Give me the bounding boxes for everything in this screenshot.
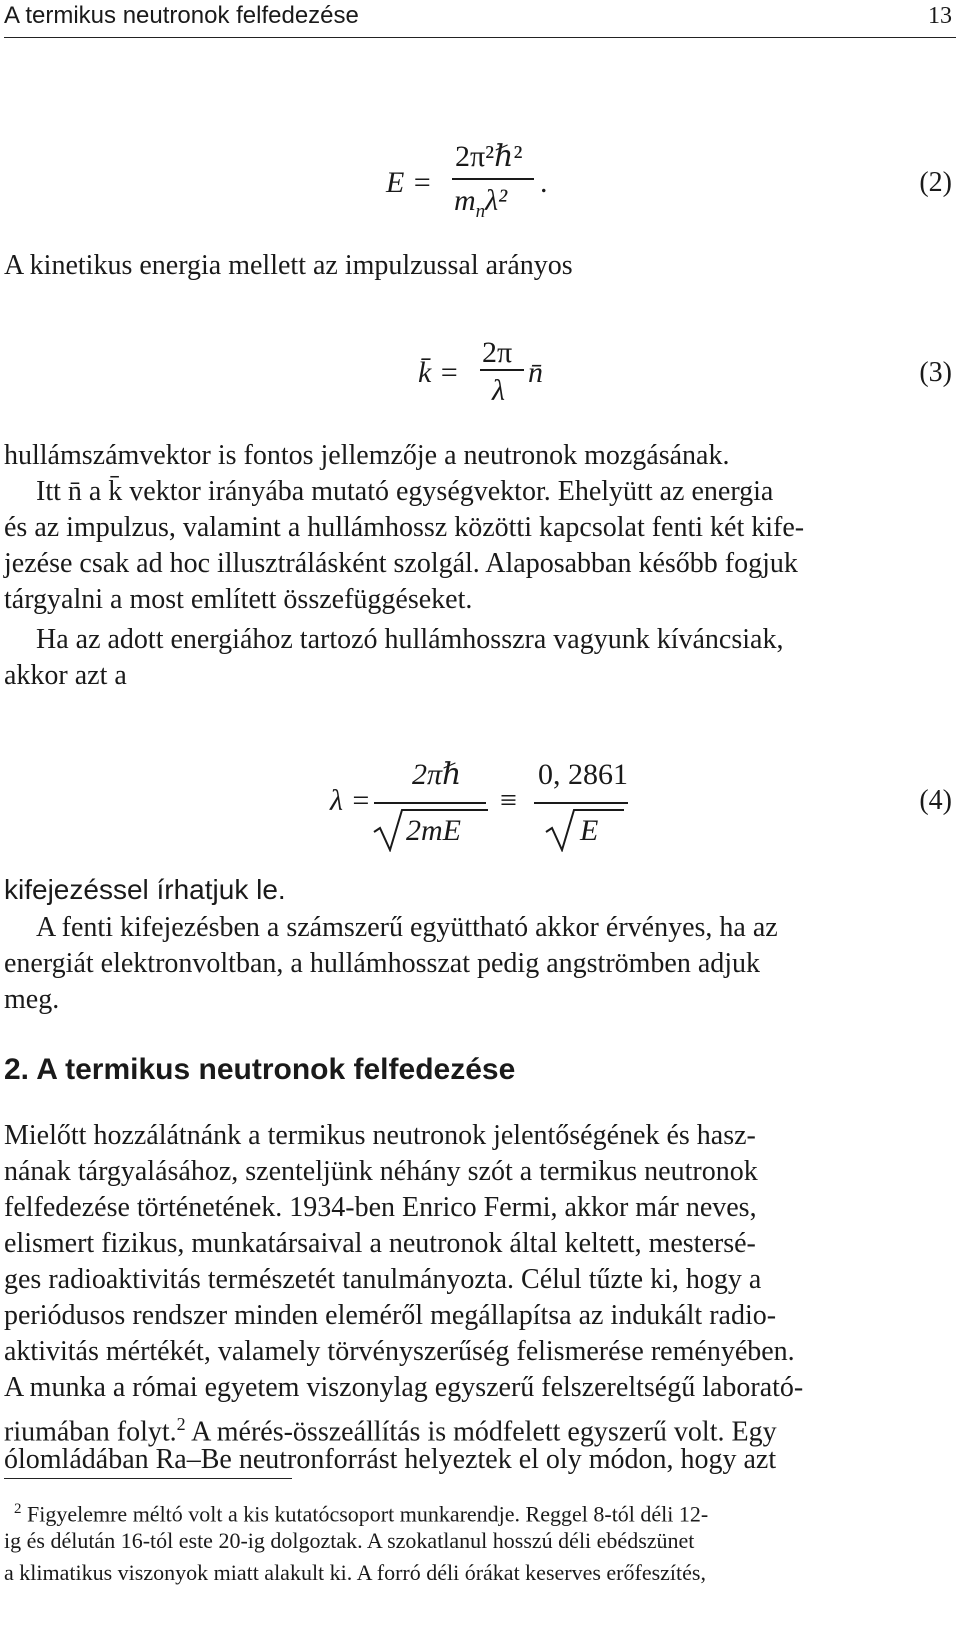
- eq4-num1: 2πℏ: [412, 758, 462, 791]
- paragraph-line: Mielőtt hozzálátnánk a termikus neutronok jelentőségének és hasz-: [4, 1120, 756, 1151]
- eq4-number: (4): [919, 785, 952, 816]
- eq3-number: (3): [919, 357, 952, 388]
- eq4-lhs: λ =: [330, 784, 371, 817]
- paragraph-line: elismert fizikus, munkatársaival a neutronok által keltett, mestersé-: [4, 1228, 756, 1259]
- eq3-numerator: 2π: [482, 336, 513, 369]
- equation-2: [0, 140, 960, 230]
- paragraph-line: felfedezése történetének. 1934-ben Enrico Fermi, akkor már neves,: [4, 1192, 757, 1223]
- eq2-tail: .: [540, 166, 548, 199]
- eq2-fraction-line: [452, 178, 534, 180]
- paragraph-line: tárgyalni a most említett összefüggéseket.: [4, 584, 473, 615]
- paragraph-line: hullámszámvektor is fontos jellemzője a neutronok mozgásának.: [4, 440, 730, 471]
- footnote-marker: 2: [14, 1501, 22, 1517]
- eq2-den-rest: λ²: [485, 184, 508, 217]
- footnote-line: a klimatikus viszonyok miatt alakult ki. A forró déli órákat keserves erőfeszítés,: [4, 1560, 706, 1585]
- header-rule: [4, 37, 956, 38]
- eq4-equiv: ≡: [500, 784, 517, 817]
- paragraph-line: ólomládában Ra–Be neutronforrást helyeztek el oly módon, hogy azt: [4, 1444, 777, 1475]
- eq3-fraction-line: [480, 369, 524, 371]
- paragraph-line: nának tárgyalásához, szenteljünk néhány szót a termikus neutronok: [4, 1156, 758, 1187]
- paragraph-line: akkor azt a: [4, 660, 127, 691]
- paragraph-line: A munka a római egyetem viszonylag egyszerű felszereltségű laborató-: [4, 1372, 804, 1403]
- paragraph-line: kifejezéssel írhatjuk le.: [4, 874, 286, 905]
- paragraph-line: jezése csak ad hoc illusztrálásként szolgál. Alaposabban később fogjuk: [4, 548, 798, 579]
- eq3-rhs: n̄: [528, 356, 543, 389]
- eq2-number: (2): [919, 167, 952, 198]
- running-header-title: A termikus neutronok felfedezése: [4, 2, 359, 29]
- paragraph-line: energiát elektronvoltban, a hullámhosszat pedig angströmben adjuk: [4, 948, 761, 979]
- eq4-fraction-line-2: [534, 802, 628, 804]
- paragraph-line: meg.: [4, 984, 60, 1015]
- eq4-fraction-line-1: [374, 802, 486, 804]
- page-number: 13: [928, 3, 952, 29]
- eq2-den-sub: n: [475, 201, 486, 222]
- eq2-lhs: E =: [386, 166, 433, 199]
- eq4-den2: E: [580, 814, 599, 847]
- eq2-denominator: [454, 184, 507, 229]
- eq2-den-m: m: [454, 184, 476, 217]
- paragraph-line: és az impulzus, valamint a hullámhossz közötti kapcsolat fenti két kife-: [4, 512, 805, 543]
- equation-4: [0, 758, 960, 858]
- footnote-line: ig és délután 16-tól este 20-ig dolgoztak. A szokatlanul hosszú déli ebédszünet: [4, 1528, 695, 1553]
- eq4-num2: 0, 2861: [538, 758, 628, 791]
- paragraph-line: Ha az adott energiához tartozó hullámhosszra vagyunk kíváncsiak,: [36, 624, 784, 655]
- footnote-line: [14, 1494, 708, 1529]
- paragraph-line: aktivitás mértékét, valamely törvényszerűség felismerése reményében.: [4, 1336, 795, 1367]
- eq3-denominator: λ: [492, 374, 505, 407]
- paragraph-line: A kinetikus energia mellett az impulzussal arányos: [4, 250, 573, 281]
- paragraph-text: A mérés-összeállítás is módfelett egyszerű volt. Egy: [185, 1416, 777, 1448]
- equation-3: [0, 336, 960, 416]
- eq3-lhs: k̄ =: [418, 356, 460, 389]
- paragraph-line: ges radioaktivitás természetét tanulmányozta. Célul tűzte ki, hogy a: [4, 1264, 762, 1295]
- section-heading: 2. A termikus neutronok felfedezése: [4, 1053, 516, 1086]
- footnote-rule: [4, 1478, 292, 1479]
- eq2-numerator: 2π²ℏ²: [455, 140, 523, 173]
- footnote-text: Figyelemre méltó volt a kis kutatócsoport munkarendje. Reggel 8-tól déli 12-: [21, 1501, 709, 1527]
- paragraph-line: periódusos rendszer minden eleméről megállapítsa az indukált radio-: [4, 1300, 777, 1331]
- paragraph-text: riumában folyt.: [4, 1416, 177, 1448]
- eq4-den1: 2mE: [406, 814, 461, 847]
- footnote-reference[interactable]: 2: [176, 1414, 186, 1434]
- paragraph-line: A fenti kifejezésben a számszerű együttható akkor érvényes, ha az: [36, 912, 778, 943]
- paragraph-line: Itt n̄ a k̄ vektor irányába mutató egységvektor. Ehelyütt az energia: [36, 476, 774, 507]
